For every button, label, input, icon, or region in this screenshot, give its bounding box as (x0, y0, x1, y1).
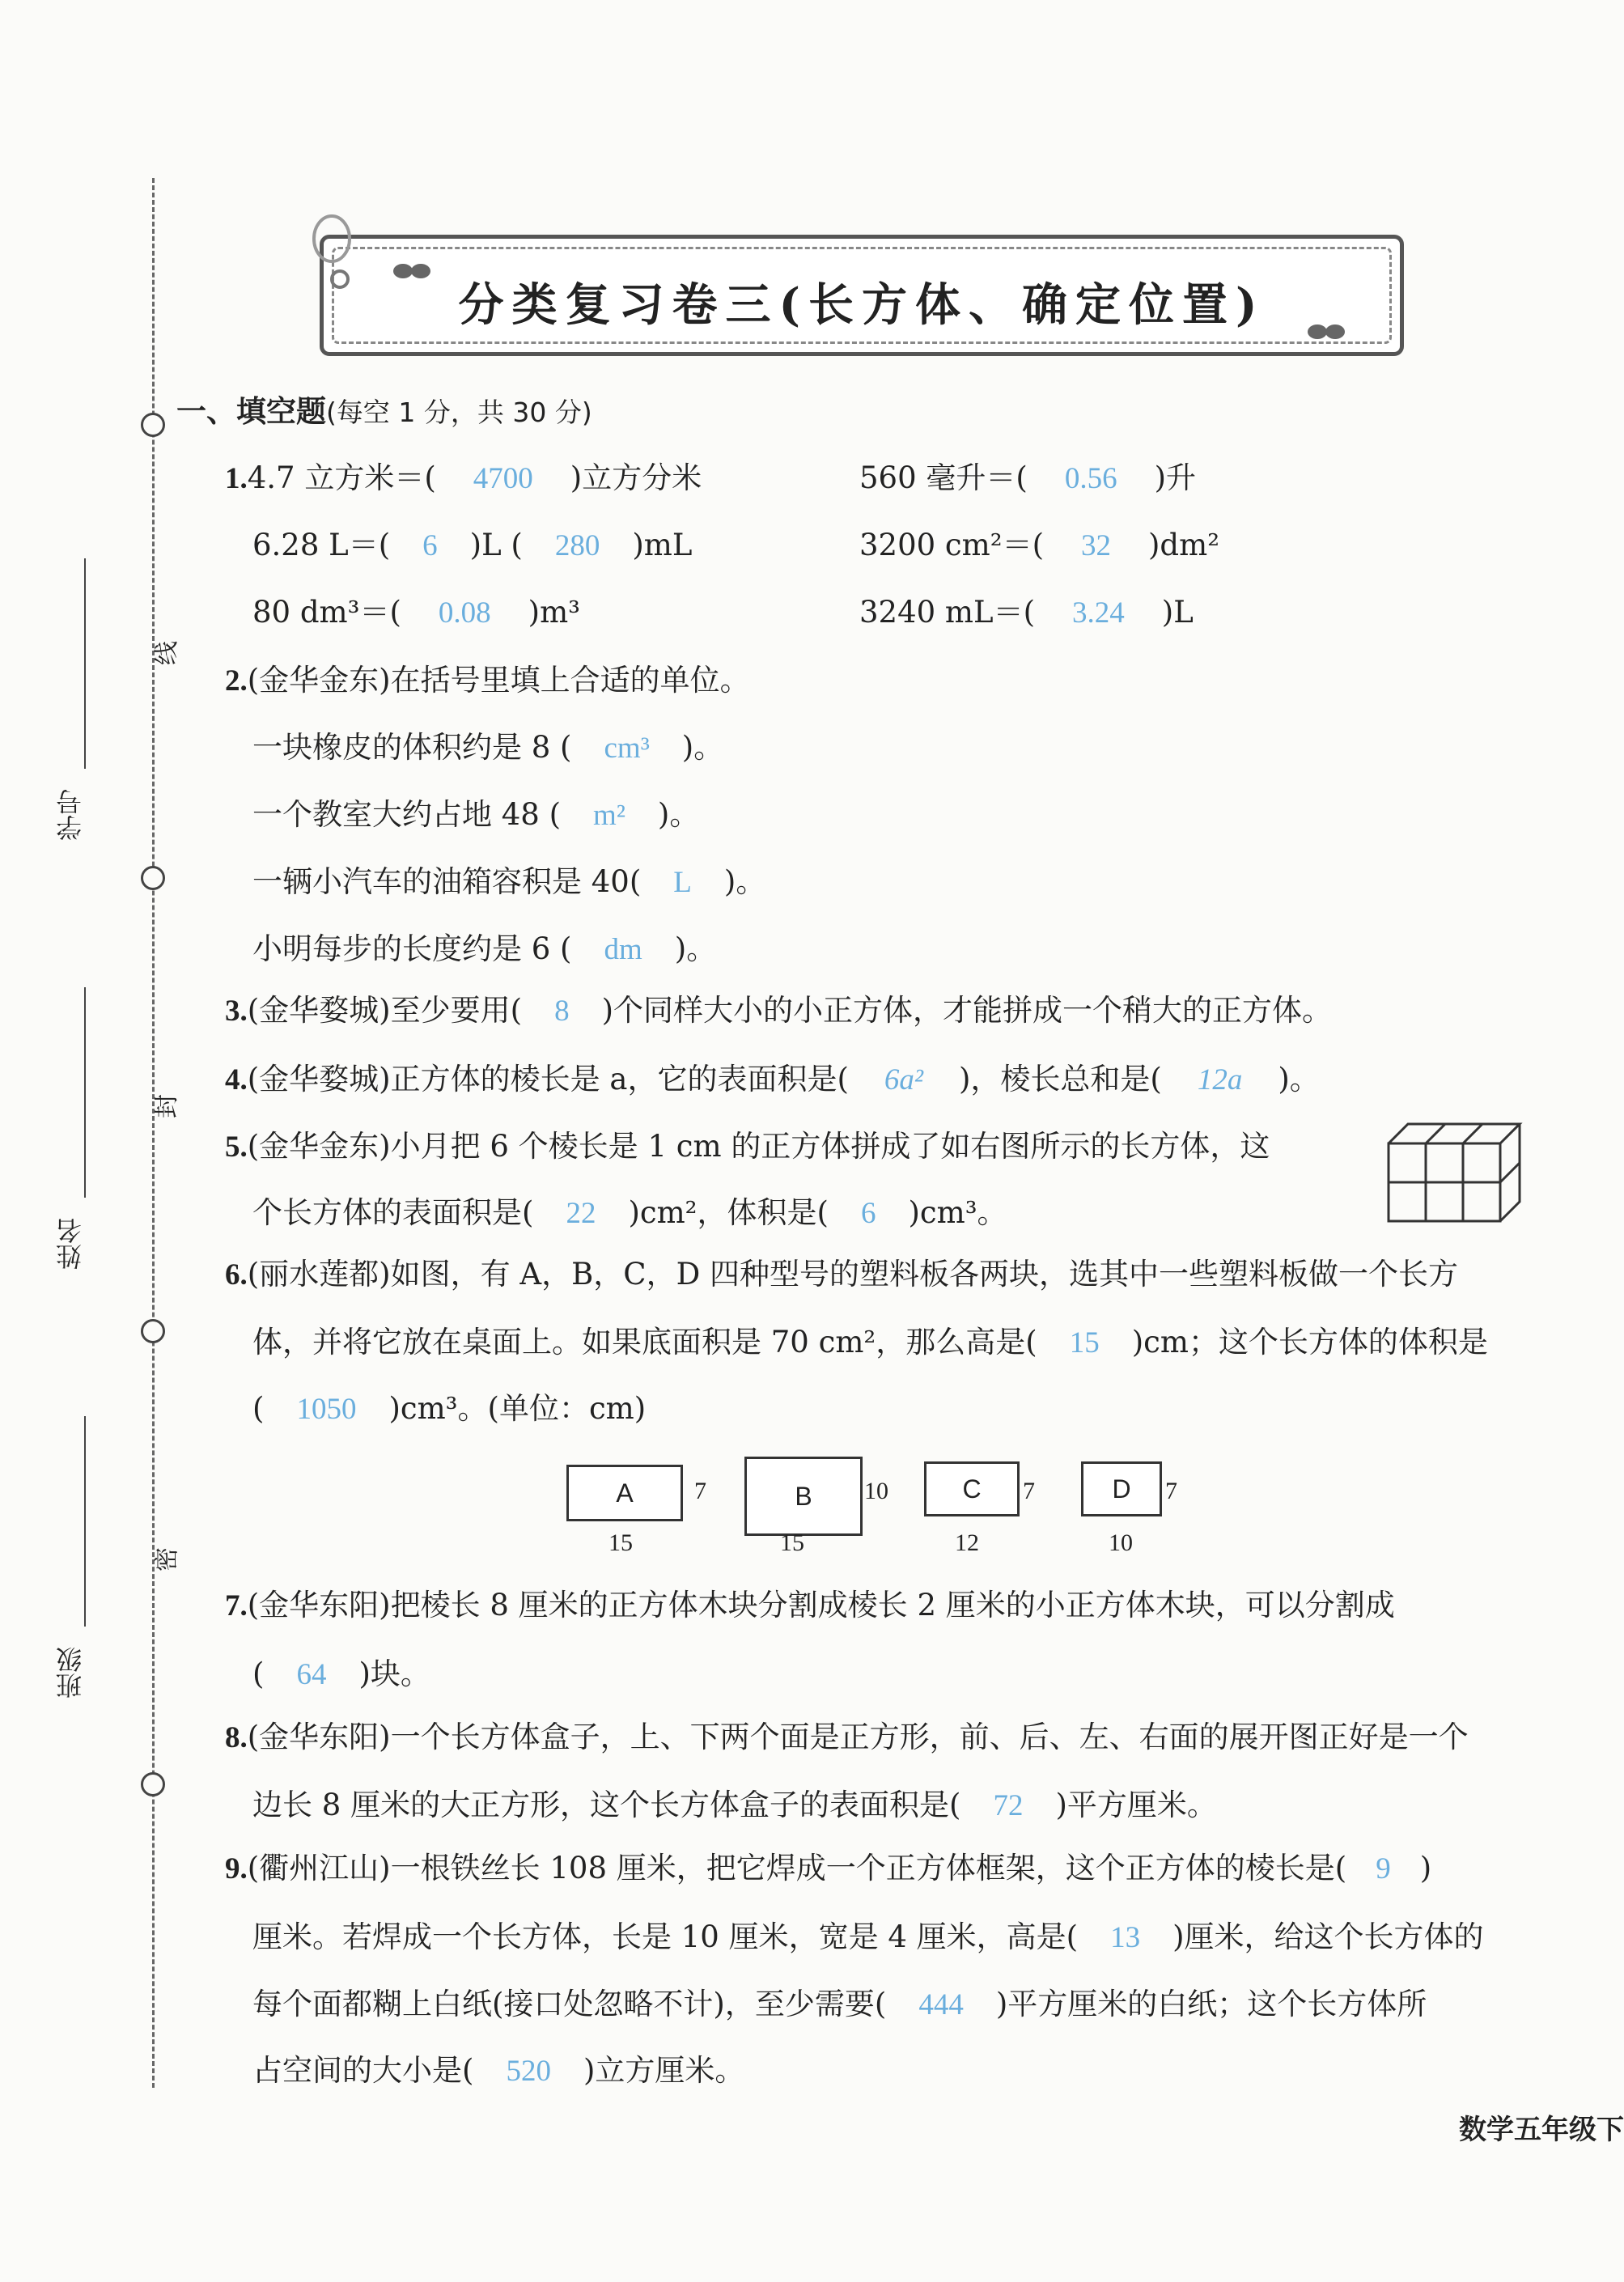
q2-prompt (225, 665, 750, 696)
student-id-label: 学号 (55, 789, 86, 841)
butterfly-icon (388, 255, 437, 287)
answer-blank[interactable]: 72 (993, 1789, 1024, 1822)
q1-line-3 (252, 597, 580, 628)
q6-line-3 (252, 1393, 646, 1424)
answer-blank[interactable]: 0.56 (1064, 462, 1117, 495)
answer-blank[interactable]: 15 (1069, 1326, 1100, 1359)
q5-text: )cm³。 (908, 1195, 1007, 1230)
answer-blank[interactable]: 22 (566, 1197, 596, 1230)
answer-blank[interactable]: 9 (1376, 1852, 1391, 1885)
answer-blank[interactable]: 13 (1110, 1921, 1141, 1954)
answer-blank[interactable]: 8 (554, 995, 570, 1028)
q9-line-2 (252, 1919, 1484, 1954)
q7-text: (金华东阳)把棱长 8 厘米的正方体木块分割成棱长 2 厘米的小正方体木块，可以分割成 (247, 1588, 1395, 1622)
board-d: D (1081, 1461, 1162, 1516)
q8-number: 8. (225, 1721, 248, 1754)
q1c-text: 6.28 L＝( (252, 528, 391, 562)
board-b-width: 15 (780, 1529, 804, 1556)
answer-blank[interactable]: 520 (506, 2055, 551, 2088)
q5-text: )cm²，体积是( (628, 1195, 829, 1230)
title-banner (320, 235, 1404, 356)
tag-ribbon-icon (299, 206, 396, 312)
q6-text: 体，并将它放在桌面上。如果底面积是 70 cm²，那么高是( (252, 1325, 1037, 1359)
seal-char-secret: 密 (153, 1547, 181, 1572)
q5-text: 个长方体的表面积是( (252, 1195, 534, 1230)
q8-line-2 (252, 1790, 1217, 1821)
answer-blank[interactable]: 3.24 (1072, 596, 1125, 630)
q5-line-1 (225, 1131, 1270, 1162)
q2-text: 一个教室大约占地 48 ( (252, 797, 562, 832)
q1e-text: 80 dm³＝( (252, 595, 401, 630)
section-label: 一、填空题 (176, 394, 326, 429)
q8-text: (金华东阳)一个长方体盒子，上、下两个面是正方形，前、后、左、右面的展开图正好是一个 (247, 1720, 1469, 1754)
q1c-text: )L ( (469, 528, 523, 562)
q1d-text: 3200 cm²＝( (859, 528, 1044, 562)
q2-line-2 (252, 797, 700, 832)
q9-text: (衢州江山)一根铁丝长 108 厘米，把它焊成一个正方体框架，这个正方体的棱长是( (247, 1851, 1347, 1885)
q6-number: 6. (225, 1258, 248, 1292)
q1d-text: )dm² (1148, 528, 1220, 562)
butterfly-icon (1303, 316, 1351, 348)
q7-line-2 (252, 1656, 430, 1691)
q1-line-3b (859, 597, 1194, 628)
footer-book-title: 数学五年级下 (1459, 2114, 1624, 2146)
q2-text: )。 (681, 730, 724, 765)
cuboid-figure (1384, 1121, 1525, 1226)
q4-text: )。 (1278, 1062, 1320, 1096)
q9-text: 每个面都糊上白纸(接口处忽略不计)，至少需要( (252, 1987, 887, 2021)
q1-number: 1. (225, 462, 248, 495)
board-b: B (744, 1457, 863, 1536)
answer-blank[interactable]: 12a (1197, 1063, 1243, 1096)
q1c-text: )mL (632, 528, 693, 562)
q1a-text: )立方分米 (570, 460, 702, 495)
answer-blank[interactable]: cm³ (604, 732, 650, 765)
q8-text: )平方厘米。 (1055, 1788, 1217, 1822)
q1e-text: )m³ (528, 595, 580, 630)
q2-text: )。 (657, 797, 700, 832)
q3-line (225, 995, 1332, 1026)
answer-blank[interactable]: 6 (860, 1197, 876, 1230)
q2-number: 2. (225, 664, 248, 698)
answer-blank[interactable]: L (673, 866, 692, 899)
q2-line-3 (252, 864, 766, 899)
q7-text: )块。 (358, 1656, 430, 1691)
q9-text: 占空间的大小是( (252, 2053, 474, 2088)
q5-number: 5. (225, 1130, 248, 1164)
q7-number: 7. (225, 1589, 248, 1622)
q9-text: )立方厘米。 (583, 2053, 745, 2088)
q6-line-2 (252, 1327, 1488, 1358)
answer-blank[interactable]: 6a² (884, 1063, 923, 1096)
q1a-text: 4.7 立方米＝( (247, 460, 436, 495)
board-c-height: 7 (1023, 1478, 1035, 1504)
q1-line-1 (225, 460, 702, 495)
q9-text: )平方厘米的白纸；这个长方体所 (995, 1987, 1427, 2021)
binding-hole (141, 1319, 165, 1343)
answer-blank[interactable]: 280 (554, 529, 600, 562)
name-blank[interactable] (84, 987, 86, 1198)
q3-text: (金华婺城)至少要用( (247, 993, 523, 1028)
q1f-text: 3240 mL＝( (859, 595, 1036, 630)
q4-text: (金华婺城)正方体的棱长是 a，它的表面积是( (247, 1062, 849, 1096)
q3-text: )个同样大小的小正方体，才能拼成一个稍大的正方体。 (601, 993, 1332, 1028)
board-a-width: 15 (608, 1529, 633, 1556)
q6-text: )cm；这个长方体的体积是 (1131, 1325, 1488, 1359)
answer-blank[interactable]: 32 (1081, 529, 1111, 562)
q4-line (225, 1064, 1320, 1095)
q2-line-1 (252, 732, 723, 763)
q5-text: (金华金东)小月把 6 个棱长是 1 cm 的正方体拼成了如右图所示的长方体，这 (247, 1129, 1270, 1164)
binding-hole (141, 866, 165, 890)
q6-text: ( (252, 1391, 265, 1426)
q2-text: (金华金东)在括号里填上合适的单位。 (247, 663, 750, 698)
q1f-text: )L (1161, 595, 1194, 630)
board-a-height: 7 (694, 1478, 706, 1504)
section-note: (每空 1 分，共 30 分) (326, 397, 592, 428)
section-heading (176, 394, 592, 429)
q3-number: 3. (225, 995, 248, 1028)
q8-line-1 (225, 1722, 1469, 1753)
class-blank[interactable] (84, 1416, 86, 1627)
seal-char-seal: 封 (153, 1094, 181, 1118)
q7-line-1 (225, 1590, 1395, 1621)
answer-blank[interactable]: dm (604, 933, 642, 966)
binding-hole (141, 413, 165, 437)
student-id-blank[interactable] (84, 558, 86, 769)
q2-text: 一辆小汽车的油箱容积是 40( (252, 864, 642, 899)
answer-blank[interactable]: 64 (296, 1658, 327, 1691)
board-a: A (566, 1465, 683, 1521)
name-label: 姓名 (55, 1218, 86, 1270)
q6-text: )cm³。(单位：cm) (388, 1391, 647, 1426)
answer-blank[interactable]: 0.08 (438, 596, 491, 630)
q2-text: )。 (723, 864, 766, 899)
binding-cut-line (152, 178, 155, 2088)
q9-line-1 (225, 1853, 1431, 1884)
board-c-width: 12 (955, 1529, 979, 1556)
q5-line-2 (252, 1195, 1007, 1230)
answer-blank[interactable]: 1050 (296, 1393, 357, 1426)
q9-line-4 (252, 2055, 744, 2086)
q4-number: 4. (225, 1063, 248, 1096)
board-c: C (924, 1461, 1020, 1516)
board-d-height: 7 (1165, 1478, 1177, 1504)
q2-text: 小明每步的长度约是 6 ( (252, 931, 572, 966)
answer-blank[interactable]: 444 (918, 1988, 964, 2021)
q9-text: ) (1419, 1851, 1432, 1885)
board-d-width: 10 (1109, 1529, 1133, 1556)
class-label: 班级 (55, 1647, 86, 1699)
seal-char-line: 线 (153, 641, 181, 665)
answer-blank[interactable]: 6 (422, 529, 438, 562)
q2-text: )。 (674, 931, 717, 966)
q8-text: 边长 8 厘米的大正方形，这个长方体盒子的表面积是( (252, 1788, 961, 1822)
q7-text: ( (252, 1656, 265, 1691)
q1b-text: 560 毫升＝( (859, 460, 1028, 495)
page-title: 分类复习卷三(长方体、确定位置) (458, 278, 1266, 332)
q1-line-2b (859, 530, 1219, 561)
board-b-height: 10 (864, 1478, 888, 1504)
binding-hole (141, 1772, 165, 1796)
q9-line-3 (252, 1989, 1427, 2020)
q1b-text: )升 (1154, 460, 1197, 495)
answer-blank[interactable]: 4700 (473, 462, 533, 495)
q9-text: 厘米。若焊成一个长方体，长是 10 厘米，宽是 4 厘米，高是( (252, 1919, 1079, 1954)
q9-number: 9. (225, 1852, 248, 1885)
q9-text: )厘米，给这个长方体的 (1172, 1919, 1484, 1954)
q2-line-4 (252, 931, 717, 966)
q1-line-1b (859, 460, 1197, 495)
q6-text: (丽水莲都)如图，有 A，B，C，D 四种型号的塑料板各两块，选其中一些塑料板做一个长方 (247, 1257, 1459, 1292)
q6-line-1 (225, 1259, 1458, 1290)
answer-blank[interactable]: m² (593, 799, 625, 832)
q4-text: )，棱长总和是( (958, 1062, 1162, 1096)
q1-line-2 (252, 530, 692, 561)
q2-text: 一块橡皮的体积约是 8 ( (252, 730, 572, 765)
